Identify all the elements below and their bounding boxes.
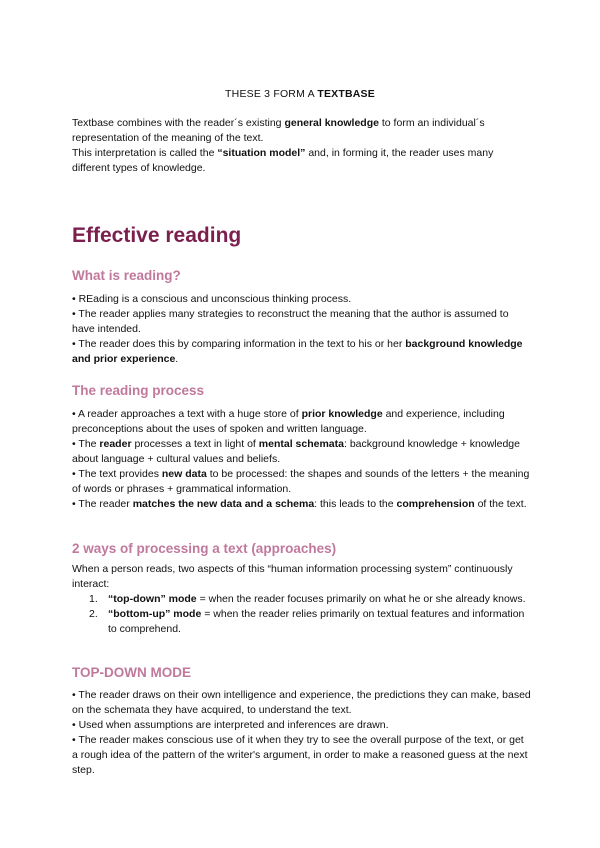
ways-section — [72, 562, 532, 637]
main-heading: Effective reading — [72, 224, 242, 247]
intro-paragraph-1: Textbase combines with the reader´s existing general knowledge to form an individual´s representation of the meaning of the text. — [72, 117, 485, 144]
top-down-section — [72, 688, 532, 778]
process-bullet-2: • The reader processes a text in light of mental schemata: background knowledge + knowledge about language + cultural values and beliefs. — [72, 438, 520, 465]
heading-reading-process: The reading process — [72, 383, 205, 398]
ways-item-2: 2. “bottom-up” mode = when the reader relies primarily on textual features and information to comprehend. — [89, 608, 525, 635]
intro-section — [72, 116, 532, 176]
heading-ways-of-processing: 2 ways of processing a text (approaches) — [72, 541, 337, 556]
ways-list — [72, 592, 532, 637]
title-text: THESE 3 FORM A — [225, 88, 318, 100]
what-bullet-3: • The reader does this by comparing information in the text to his or her background knowledge and prior experience. — [72, 338, 523, 365]
process-bullet-4: • The reader matches the new data and a schema: this leads to the comprehension of the text. — [72, 498, 527, 510]
intro-paragraph-2: This interpretation is called the “situation model” and, in forming it, the reader uses many different types of knowledge. — [72, 147, 494, 174]
process-bullet-1: • A reader approaches a text with a huge store of prior knowledge and experience, including preconceptions about the uses of spoken and written language. — [72, 408, 505, 435]
title-bold: TEXTBASE — [317, 88, 375, 100]
heading-what-is-reading: What is reading? — [72, 268, 181, 283]
process-bullet-3: • The text provides new data to be processed: the shapes and sounds of the letters + the meaning of words or phrases + grammatical information. — [72, 468, 530, 495]
topdown-bullet-3: • The reader makes conscious use of it when they try to see the overall purpose of the text, or get a rough idea of the pattern of the writer's argument, in order to make a reasoned guess at the next step. — [72, 734, 528, 776]
topdown-bullet-2: • Used when assumptions are interpreted and inferences are drawn. — [72, 719, 389, 731]
what-is-reading-section — [72, 292, 532, 367]
what-bullet-1: • REading is a conscious and unconscious thinking process. — [72, 293, 352, 305]
ways-intro: When a person reads, two aspects of this “human information processing system” continuously interact: — [72, 563, 513, 590]
textbase-title — [0, 88, 600, 100]
reading-process-section — [72, 407, 532, 512]
heading-top-down-mode: TOP-DOWN MODE — [72, 665, 191, 680]
what-bullet-2: • The reader applies many strategies to reconstruct the meaning that the author is assumed to have intended. — [72, 308, 509, 335]
ways-item-1: 1. “top-down” mode = when the reader focuses primarily on what he or she already knows. — [89, 593, 526, 605]
topdown-bullet-1: • The reader draws on their own intelligence and experience, the predictions they can make, based on the schemata they have acquired, to understand the text. — [72, 689, 531, 716]
